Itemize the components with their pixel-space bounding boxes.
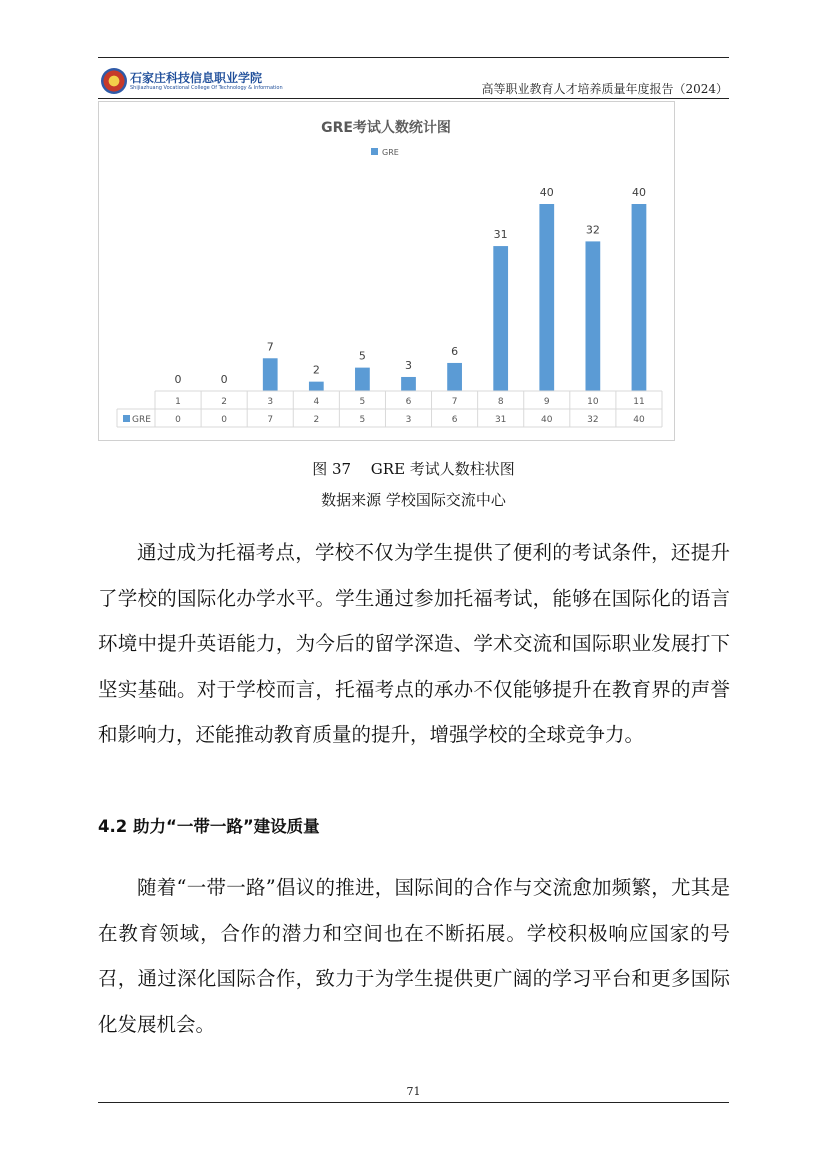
data-label-11: 40: [631, 186, 646, 199]
figure-caption: 图 37 GRE 考试人数柱状图: [312, 460, 515, 478]
table-value-5: 5: [359, 415, 366, 425]
college-logo: [101, 68, 283, 96]
legend-swatch: [371, 148, 378, 155]
report-title: 高等职业教育人才培养质量年度报告（2024）: [481, 82, 728, 96]
table-value-8: 31: [494, 415, 507, 425]
bar-9: [539, 204, 554, 391]
table-value-9: 40: [541, 415, 553, 425]
table-value-11: 40: [633, 415, 645, 425]
table-value-10: 32: [587, 415, 599, 425]
legend-label: GRE: [382, 148, 399, 157]
category-label-1: 1: [175, 397, 181, 407]
data-label-7: 6: [451, 344, 459, 358]
bar-10: [585, 241, 600, 391]
bar-3: [263, 358, 278, 391]
category-label-9: 9: [543, 397, 550, 407]
header-bottom-rule: [98, 98, 729, 99]
table-value-1: 0: [175, 415, 181, 425]
table-value-4: 2: [313, 415, 320, 425]
table-value-3: 7: [267, 415, 274, 425]
body-paragraph-1: [98, 530, 730, 758]
category-label-2: 2: [221, 397, 228, 407]
table-value-7: 6: [451, 415, 458, 425]
section-heading: 4.2 助力“一带一路”建设质量: [98, 817, 320, 836]
bar-4: [309, 382, 324, 391]
bar-5: [355, 368, 370, 391]
data-label-2: 0: [220, 373, 228, 386]
logo-english-name: Shijiazhuang Vocational College Of Technology & Information: [130, 85, 283, 91]
paragraph-text: 通过成为托福考点，学校不仅为学生提供了便利的考试条件，还提升了学校的国际化办学水平。学生通过参加托福考试，能够在国际化的语言环境中提升英语能力，为今后的留学深造、学术交流和国际职业发展打下坚实基础。对于学校而言，托福考点的承办不仅能够提升在教育界的声誉和影响力，还能推动教育质量的提升，增强学校的全球竞争力。: [98, 541, 730, 746]
bar-8: [493, 246, 508, 391]
header-top-rule: [98, 57, 729, 58]
category-label-8: 8: [497, 397, 504, 407]
logo-chinese-name: 石家庄科技信息职业学院: [130, 71, 263, 85]
data-label-6: 3: [405, 358, 412, 372]
bar-6: [401, 377, 416, 391]
college-seal-icon: [101, 68, 127, 94]
category-label-7: 7: [451, 397, 458, 407]
figure-source: 数据来源 学校国际交流中心: [321, 491, 506, 509]
paragraph-text: 随着“一带一路”倡议的推进，国际间的合作与交流愈加频繁，尤其是在教育领域，合作的潜力和空间也在不断拓展。学校积极响应国家的号召，通过深化国际合作，致力于为学生提供更广阔的学习平台和更多国际化发展机会。: [98, 876, 730, 1036]
data-label-10: 32: [585, 223, 600, 237]
data-label-8: 31: [493, 228, 508, 242]
category-label-10: 10: [587, 397, 599, 407]
bar-7: [447, 363, 462, 391]
table-series-label: GRE: [132, 415, 151, 425]
category-label-11: 11: [633, 397, 645, 407]
chart-title: GRE考试人数统计图: [321, 120, 451, 136]
category-label-3: 3: [267, 397, 274, 407]
bar-11: [632, 204, 647, 391]
category-label-4: 4: [313, 397, 320, 407]
category-label-6: 6: [405, 397, 412, 407]
chart-canvas: [99, 102, 674, 440]
data-label-3: 7: [266, 340, 274, 354]
data-label-4: 2: [312, 363, 320, 377]
gre-chart: [98, 101, 675, 441]
data-label-9: 40: [539, 186, 554, 199]
body-paragraph-2: [98, 865, 730, 1047]
footer-rule: [98, 1102, 729, 1103]
data-label-5: 5: [358, 349, 366, 363]
table-series-swatch: [123, 415, 130, 422]
table-value-6: 3: [405, 415, 412, 425]
table-value-2: 0: [221, 415, 228, 425]
data-label-1: 0: [174, 373, 182, 386]
page-number: 71: [406, 1085, 421, 1098]
category-label-5: 5: [359, 397, 366, 407]
